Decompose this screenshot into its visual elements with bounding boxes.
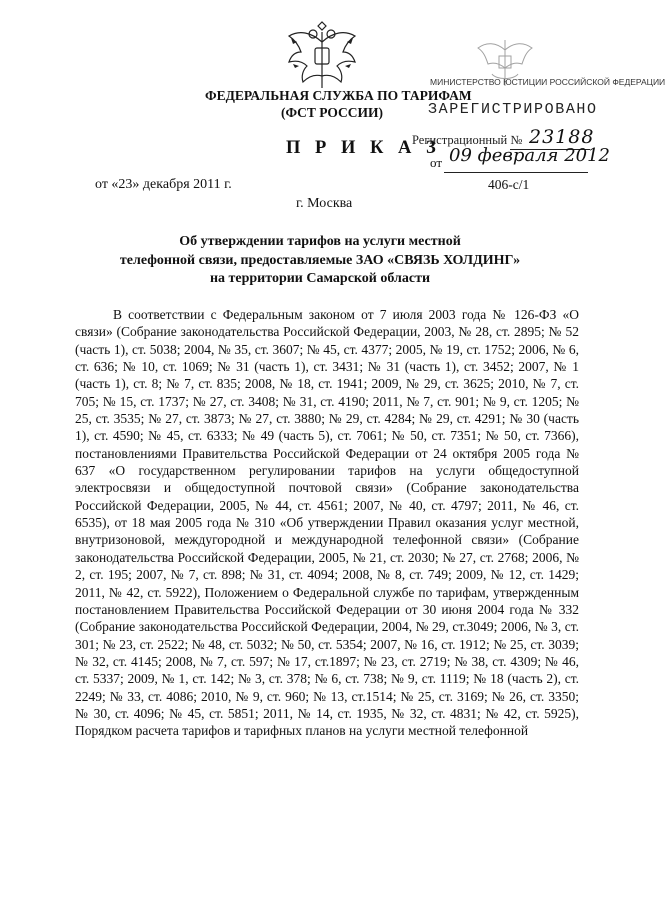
document-title	[0, 233, 640, 289]
stamp-date-prefix: от	[430, 155, 443, 170]
stamp-underline	[444, 172, 588, 173]
title-line: Об утверждении тарифов на услуги местной	[179, 234, 461, 249]
stamp-reg-date: 09 февраля 2012	[449, 145, 611, 166]
body-paragraph: В соответствии с Федеральным законом от 7 июля 2003 года № 126-ФЗ «О связи» (Собрание законодательства Российской Федерации, 2003, № 28, ст. 2895; № 52 (часть 1), ст. 5038; 2004, № 35, ст. 3607; № 45, ст. 4377; 2005, № 19, ст. 1752; 2006, № 6, ст. 636; № 10, ст. 1069; № 31 (часть 1), ст. 3431; № 31 (часть 1), ст. 3452; 2007, № 1 (часть 1), ст. 8; № 7, ст. 835; 2008, № 18, ст. 1941; 2009, № 29, ст. 3625; 2010, № 7, ст. 705; № 15, ст. 1737; № 27, ст. 3408; № 31, ст. 4190; 2011, № 7, ст. 901; № 9, ст. 1205; № 25, ст. 3535; № 27, ст. 3873; № 27, ст. 3880; № 29, ст. 4284; № 29, ст. 4291; № 30 (часть 1), ст. 4590; № 45, ст. 6333; № 49 (часть 5), ст. 7061; № 50, ст. 7351; № 50, ст. 7366), постановлениями Правительства Российской Федерации от 24 октября 2005 года № 637 «О государственном регулировании тарифов на услуги общедоступной электросвязи и общедоступной почтовой связи» (Собрание законодательства Российской Федерации, 2005, № 44, ст. 4561; 2007, № 40, ст. 4797; 2011, № 46, ст. 6535), от 18 мая 2005 года № 310 «Об утверждении Правил оказания услуг местной, внутризоновой, междугородной и международной телефонной связи» (Собрание законодательства Российской Федерации, 2005, № 21, ст. 2030; № 27, ст. 2768; 2006, № 2, ст. 195; 2007, № 7, ст. 898; № 31, ст. 4094; 2008, № 8, ст. 749; 2009, № 12, ст. 1429; 2011, № 42, ст. 5922), Положением о Федеральной службе по тарифам, утвержденным постановлением Правительства Российской Федерации от 30 июня 2004 года № 332 (Собрание законодательства Российской Федерации, 2004, № 29, ст.3049; 2006, № 3, ст. 301; № 23, ст. 2522; № 48, ст. 5032; № 50, ст. 5354; 2007, № 16, ст. 1912; № 25, ст. 3039; № 32, ст. 4145; 2008, № 7, ст. 597; № 17, ст.1897; № 23, ст. 2719; № 38, ст. 4309; № 46, ст. 5337; 2009, № 1, ст. 142; № 3, ст. 378; № 6, ст. 738; № 9, ст. 1119; № 18 (часть 2), ст. 2249; № 33, ст. 4086; 2010, № 9, ст. 960; № 13, ст.1514; № 25, ст. 3169; № 26, ст. 3350; № 30, ст. 4096; № 45, ст. 5851; 2011, № 14, ст. 1935, № 32, ст. 4831; № 42, ст. 5925), Порядком расчета тарифов и тарифных планов на услуги местной телефонной	[75, 307, 579, 739]
stamp-reg-number: 23188	[529, 126, 595, 148]
title-line: телефонной связи, предоставляемые ЗАО «СВЯЗЬ ХОЛДИНГ»	[119, 252, 521, 268]
order-number: 406-с/1	[488, 177, 530, 192]
stamp-registered: ЗАРЕГИСТРИРОВАНО	[428, 101, 598, 118]
stamp-ministry-text: МИНИСТЕРСТВО ЮСТИЦИИ РОССИЙСКОЙ ФЕДЕРАЦИИ	[430, 77, 665, 87]
agency-abbreviation: (ФСТ РОССИИ)	[281, 105, 384, 120]
title-line: на территории Самарской области	[209, 271, 431, 286]
coat-of-arms-emblem	[285, 22, 359, 92]
order-date: от «23» декабря 2011 г.	[95, 177, 232, 192]
document-body	[75, 306, 579, 740]
stamp-reg-label: Регистрационный №	[412, 133, 523, 147]
order-city: г. Москва	[296, 196, 353, 211]
agency-name: ФЕДЕРАЛЬНАЯ СЛУЖБА ПО ТАРИФАМ	[205, 88, 472, 103]
document-type: П Р И К А З	[286, 138, 441, 158]
